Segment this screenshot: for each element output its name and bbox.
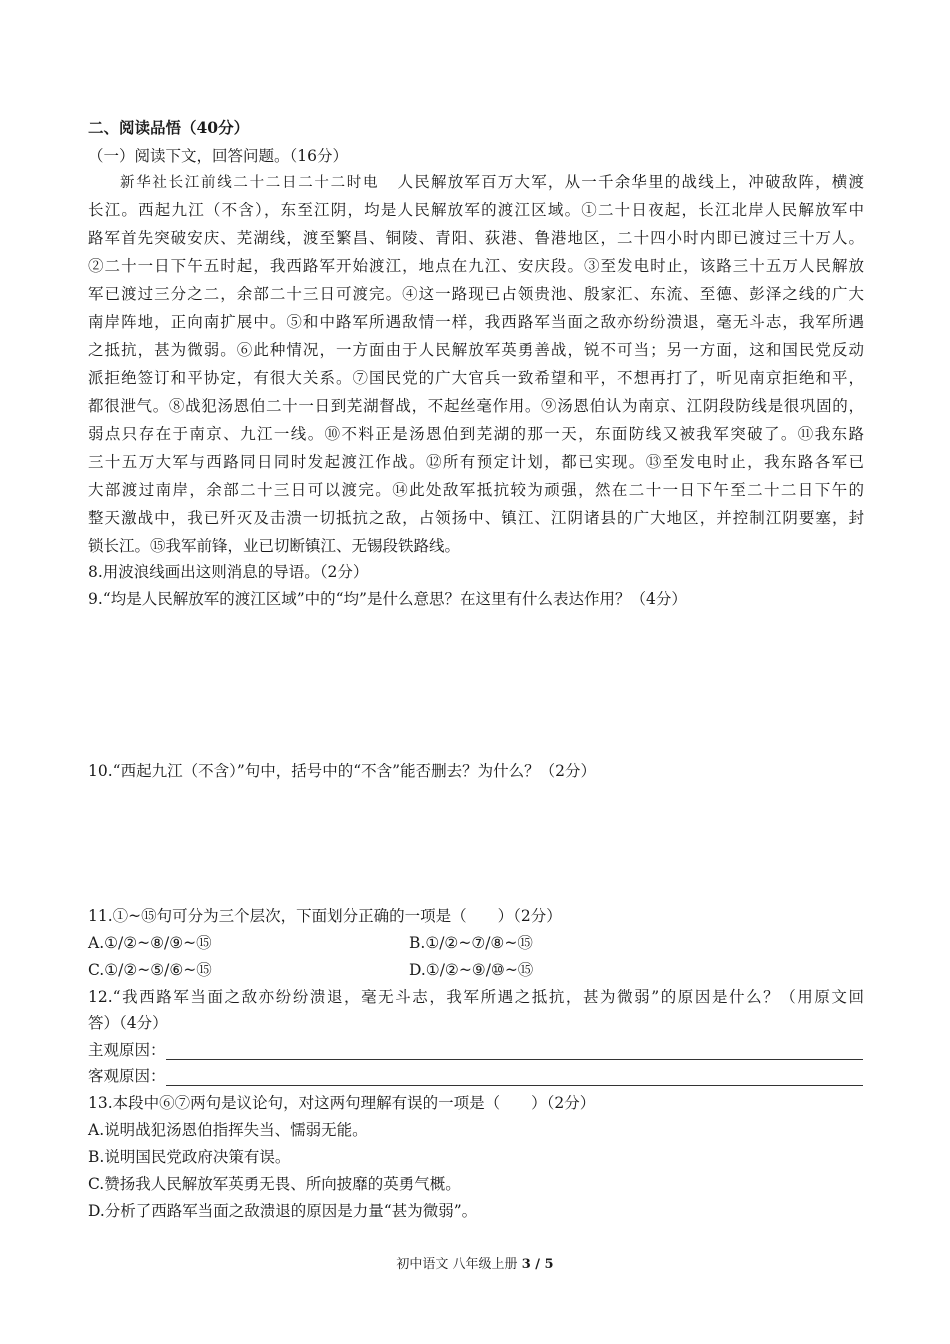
objective-answer-blank[interactable] xyxy=(166,1067,863,1086)
question-12: 12.“我西路军当面之敌亦纷纷溃退，毫无斗志，我军所遇之抵抗，甚为微弱”的原因是什么？（用原文回 xyxy=(88,988,864,1006)
subjective-label: 主观原因： xyxy=(88,1041,166,1059)
subjective-reason-row xyxy=(88,1040,864,1060)
passage-line: ②二十一日下午五时起，我西路军开始渡江，地点在九江、安庆段。③至发电时止，该路三十五万人民解放 xyxy=(88,257,864,275)
objective-label: 客观原因： xyxy=(88,1067,166,1085)
option-a[interactable]: A.①/②~⑧/⑨~⑮ xyxy=(88,934,212,952)
question-10: 10.“西起九江（不含）”句中，括号中的“不含”能否删去？为什么？（2分） xyxy=(88,762,596,780)
objective-reason-row xyxy=(88,1066,864,1086)
passage-line: 军已渡过三分之二，余部二十三日可渡完。④这一路现已占领贵池、殷家汇、东流、至德、彭泽之线的广大 xyxy=(88,285,864,303)
part-intro: （一）阅读下文，回答问题。（16分） xyxy=(88,147,348,165)
page-number: 3 / 5 xyxy=(521,1257,554,1272)
passage-line: 弱点只存在于南京、九江一线。⑩不料正是汤恩伯到芜湖的那一天，东面防线又被我军突破了。⑪我东路 xyxy=(88,425,864,443)
question-8: 8.用波浪线画出这则消息的导语。（2分） xyxy=(88,563,369,581)
passage-line: 之抵抗，甚为微弱。⑥此种情况，一方面由于人民解放军英勇善战，锐不可当；另一方面，这和国民党反动 xyxy=(88,341,864,359)
question-9: 9.“均是人民解放军的渡江区域”中的“均”是什么意思？在这里有什么表达作用？（4分） xyxy=(88,590,687,608)
option-d[interactable]: D.①/②~⑨/⑩~⑮ xyxy=(409,961,534,979)
footer-text: 初中语文 八年级上册 xyxy=(396,1257,518,1272)
section-title: 二、阅读品悟（40分） xyxy=(88,118,250,137)
question-11: 11.①~⑮句可分为三个层次，下面划分正确的一项是（ ）（2分） xyxy=(88,907,562,925)
q13-option-a[interactable]: A.说明战犯汤恩伯指挥失当、懦弱无能。 xyxy=(88,1121,368,1139)
passage-line: 都很泄气。⑧战犯汤恩伯二十一日到芜湖督战，不起丝毫作用。⑨汤恩伯认为南京、江阴段防线是很巩固的， xyxy=(88,397,864,415)
passage-line: 派拒绝签订和平协定，有很大关系。⑦国民党的广大官兵一致希望和平，不想再打了，听见南京拒绝和平， xyxy=(88,369,864,387)
question-11-options-row-1 xyxy=(88,933,864,953)
question-12-cont: 答）（4分） xyxy=(88,1014,168,1032)
passage-line: 整天激战中，我已歼灭及击溃一切抵抗之敌，占领扬中、镇江、江阴诸县的广大地区，并控制江阴要塞，封 xyxy=(88,509,864,527)
passage-line: 路军首先突破安庆、芜湖线，渡至繁昌、铜陵、青阳、荻港、鲁港地区，二十四小时内即已渡过三十万人。 xyxy=(88,229,864,247)
option-b[interactable]: B.①/②~⑦/⑧~⑮ xyxy=(409,934,533,952)
option-c[interactable]: C.①/②~⑤/⑥~⑮ xyxy=(88,961,212,979)
q13-option-b[interactable]: B.说明国民党政府决策有误。 xyxy=(88,1148,291,1166)
passage-line: 大部渡过南岸，余部二十三日可以渡完。⑭此处敌军抵抗较为顽强，然在二十一日下午至二十二日下午的 xyxy=(88,481,864,499)
passage-line: 南岸阵地，正向南扩展中。⑤和中路军所遇敌情一样，我西路军当面之敌亦纷纷溃退，毫无斗志，我军所遇 xyxy=(88,313,864,331)
question-13: 13.本段中⑥⑦两句是议论句，对这两句理解有误的一项是（ ）（2分） xyxy=(88,1094,596,1112)
passage-line: 锁长江。⑮我军前锋，业已切断镇江、无锡段铁路线。 xyxy=(88,537,461,555)
q13-option-c[interactable]: C.赞扬我人民解放军英勇无畏、所向披靡的英勇气概。 xyxy=(88,1175,461,1193)
page-footer xyxy=(0,1256,950,1274)
dateline: 新华社长江前线二十二日二十二时电 xyxy=(120,175,380,191)
question-11-options-row-2 xyxy=(88,960,864,980)
subjective-answer-blank[interactable] xyxy=(166,1041,863,1060)
q13-option-d[interactable]: D.分析了西路军当面之敌溃退的原因是力量“甚为微弱”。 xyxy=(88,1202,478,1220)
passage-line: 人民解放军百万大军，从一千余华里的战线上，冲破敌阵，横渡 xyxy=(397,173,864,191)
passage-first-line xyxy=(120,172,864,193)
passage-line: 长江。西起九江（不含），东至江阴，均是人民解放军的渡江区域。①二十日夜起，长江北岸人民解放军中 xyxy=(88,201,864,219)
passage-line: 三十五万大军与西路同日同时发起渡江作战。⑫所有预定计划，都已实现。⑬至发电时止，我东路各军已 xyxy=(88,453,864,471)
